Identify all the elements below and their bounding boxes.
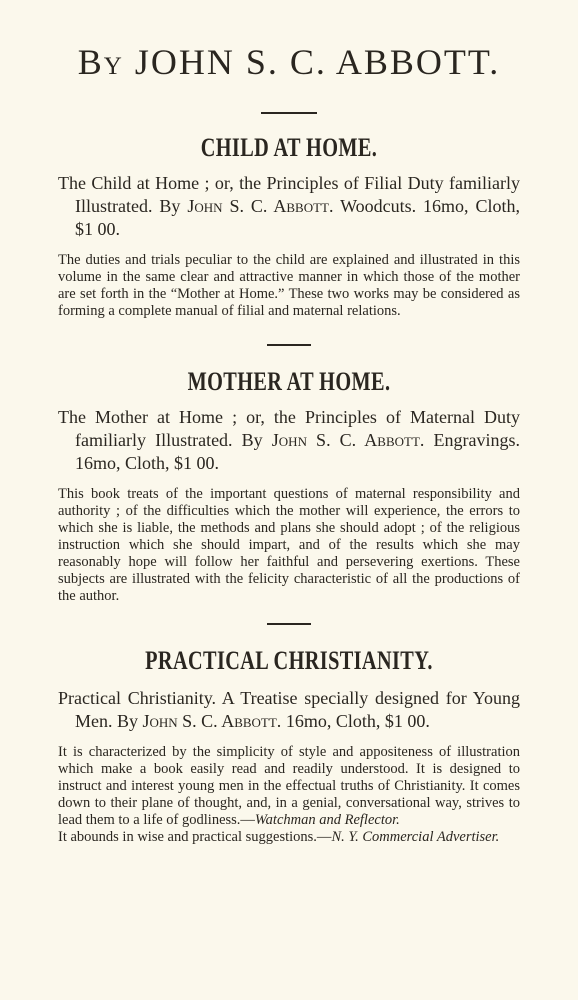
divider-rule: [267, 344, 311, 346]
book-reviews: [58, 744, 520, 846]
book-listing: [58, 172, 520, 241]
book-description: [58, 252, 520, 320]
listing-details: Engravings. 16mo, Cloth, $1 00.: [75, 430, 521, 473]
quote-source: Watchman and Reflector.: [254, 812, 400, 828]
review-quote: [58, 744, 520, 829]
review-quote: [58, 829, 520, 846]
listing-text: The Child at Home ; or, the Principles of Filial Duty familiarly Illustrated. By: [58, 173, 520, 216]
listing-details: Woodcuts. 16mo, Cloth, $1 00.: [75, 196, 520, 239]
book-listing: [58, 406, 520, 475]
book-listing: [58, 687, 520, 733]
description-text: The duties and trials peculiar to the child are explained and illustrated in this volume in the same clear and attractive manner in which those of the mother are set forth in the “Mother at Home.” These two works may be considered as forming a complete manual of filial and maternal relations.: [58, 252, 520, 319]
divider-rule: [261, 112, 317, 114]
quote-text: It is characterized by the simplicity of style and appositeness of illustration which make a book easily read and readily understood. It is designed to instruct and interest young men in the effectual truths of Christianity. It comes down to their plane of thought, and, in a genial, conversational way, strives to lead them to a life of godliness.—: [58, 744, 520, 828]
listing-details: 16mo, Cloth, $1 00.: [281, 711, 430, 731]
advertisement-page: [58, 0, 520, 846]
author-heading: [58, 40, 520, 84]
listing-author: John S. C. Abbott.: [187, 196, 334, 216]
book-title: MOTHER AT HOME.: [187, 367, 391, 396]
author-name: JOHN S. C. ABBOTT.: [134, 42, 501, 82]
description-text: This book treats of the important questions of maternal responsibility and authority ; of the difficulties which the mother will experience, the errors to which she is liable, the methods and plans she should adopt ; of the religious instruction which she should impart, and of the results which she may reasonably hope will follow her faithful and persevering exertions. These subjects are illustrated with the felicity characteristic of all the productions of the author.: [58, 486, 520, 604]
book-description: [58, 486, 520, 605]
by-label: By: [77, 42, 124, 82]
quote-source: N. Y. Commercial Advertiser.: [331, 829, 500, 845]
listing-text: Practical Christianity. A Treatise specially designed for Young Men. By: [58, 688, 520, 731]
listing-text: The Mother at Home ; or, the Principles of Maternal Duty familiarly Illustrated. By: [58, 407, 520, 450]
divider-rule: [267, 623, 311, 625]
book-title: CHILD AT HOME.: [200, 133, 378, 162]
listing-author: John S. C. Abbott.: [271, 430, 425, 450]
book-title: PRACTICAL CHRISTIANITY.: [145, 646, 433, 675]
listing-author: John S. C. Abbott.: [142, 711, 282, 731]
quote-text: It abounds in wise and practical suggestions.—: [58, 829, 332, 845]
